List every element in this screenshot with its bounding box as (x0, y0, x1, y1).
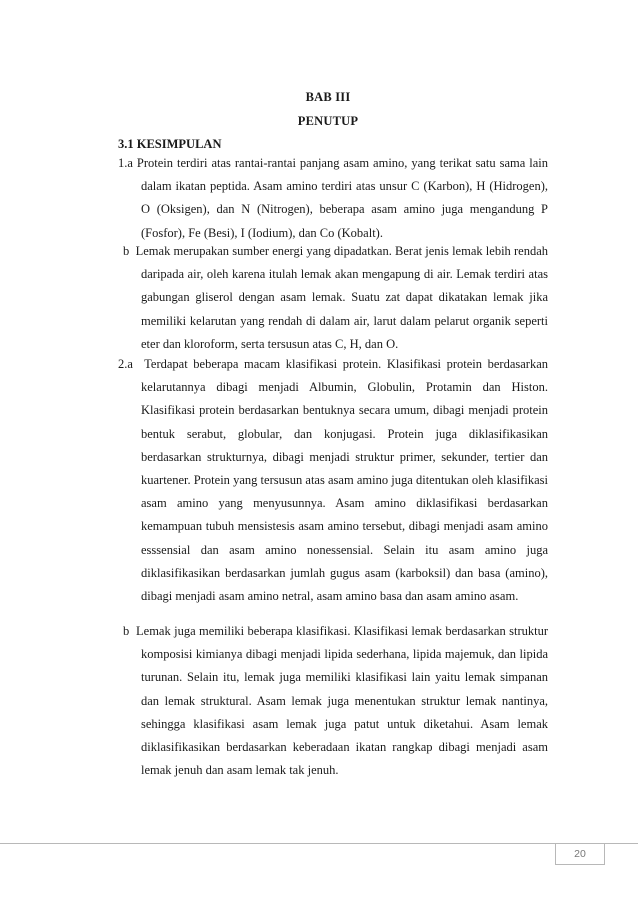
section-heading: 3.1 KESIMPULAN (118, 137, 222, 151)
list-item-text: 2.a Terdapat beberapa macam klasifikasi protein. Klasifikasi protein berdasarkan kelarutannya dibagi menjadi Albumin, Globulin, Protamin dan Histon. Klasifikasi protein berdasarkan bentuknya secara umum, dibagi menjadi protein bentuk serabut, globular, dan konjugasi. Protein juga diklasifikasikan berdasarkan strukturnya, dibagi menjadi struktur primer, sekunder, tertier dan kuartener. Protein yang tersusun atas asam amino juga ditentukan oleh klasifikasi asam amino yang menyusunnya. Asam amino diklasifikasi berdasarkan kemampuan tubuh mensistesis asam amino tersebut, dibagi menjadi asam amino esssensial dan asam amino nonessensial. Selain itu asam amino juga diklasifikasikan berdasarkan jumlah gugus asam (karboksil) dan basa (amino), dibagi menjadi asam amino netral, asam amino basa dan asam amino asam. (118, 357, 549, 604)
list-item-marker: 1.a (118, 156, 133, 170)
list-item-marker: 2.a (118, 357, 133, 371)
footer-rule (0, 843, 638, 844)
page-number: 20 (555, 843, 605, 865)
list-item-text: b Lemak merupakan sumber energi yang dipadatkan. Berat jenis lemak lebih rendah daripada air, oleh karena itulah lemak akan mengapung di air. Lemak terdiri atas gabungan gliserol dengan asam lemak. Suatu zat dapat dikatakan lemak jika memiliki kelarutan yang rendah di dalam air, larut dalam pelarut organik seperti eter dan kloroform, serta tersusun atas C, H, dan O. (123, 244, 548, 351)
list-item-marker: b (123, 244, 130, 258)
list-item-text: b Lemak juga memiliki beberapa klasifikasi. Klasifikasi lemak berdasarkan struktur komposisi kimianya dibagi menjadi lipida sederhana, lipida majemuk, dan lipida turunan. Selain itu, lemak juga memiliki klasifikasi lain yaitu lemak simpanan dan lemak struktural. Asam lemak juga menentukan struktur lemak nantinya, sehingga klasifikasi asam lemak juga patut untuk diketahui. Asam lemak diklasifikasikan berdasarkan keberadaan ikatan rangkap dibagi menjadi asam lemak jenuh dan asam lemak tak jenuh. (123, 624, 549, 778)
list-item (118, 353, 548, 608)
list-item (118, 152, 548, 245)
list-item-text: 1.a Protein terdiri atas rantai-rantai panjang asam amino, yang terikat satu sama lain dalam ikatan peptida. Asam amino terdiri atas unsur C (Karbon), H (Hidrogen), O (Oksigen), dan N (Nitrogen), beberapa asam amino juga mengandung P (Fosfor), Fe (Besi), I (Iodium), dan Co (Kobalt). (118, 156, 548, 240)
list-item (118, 240, 548, 356)
chapter-heading: BAB III (305, 90, 351, 104)
list-item (118, 620, 548, 782)
list-item-marker: b (123, 624, 130, 638)
chapter-title: PENUTUP (297, 114, 359, 128)
